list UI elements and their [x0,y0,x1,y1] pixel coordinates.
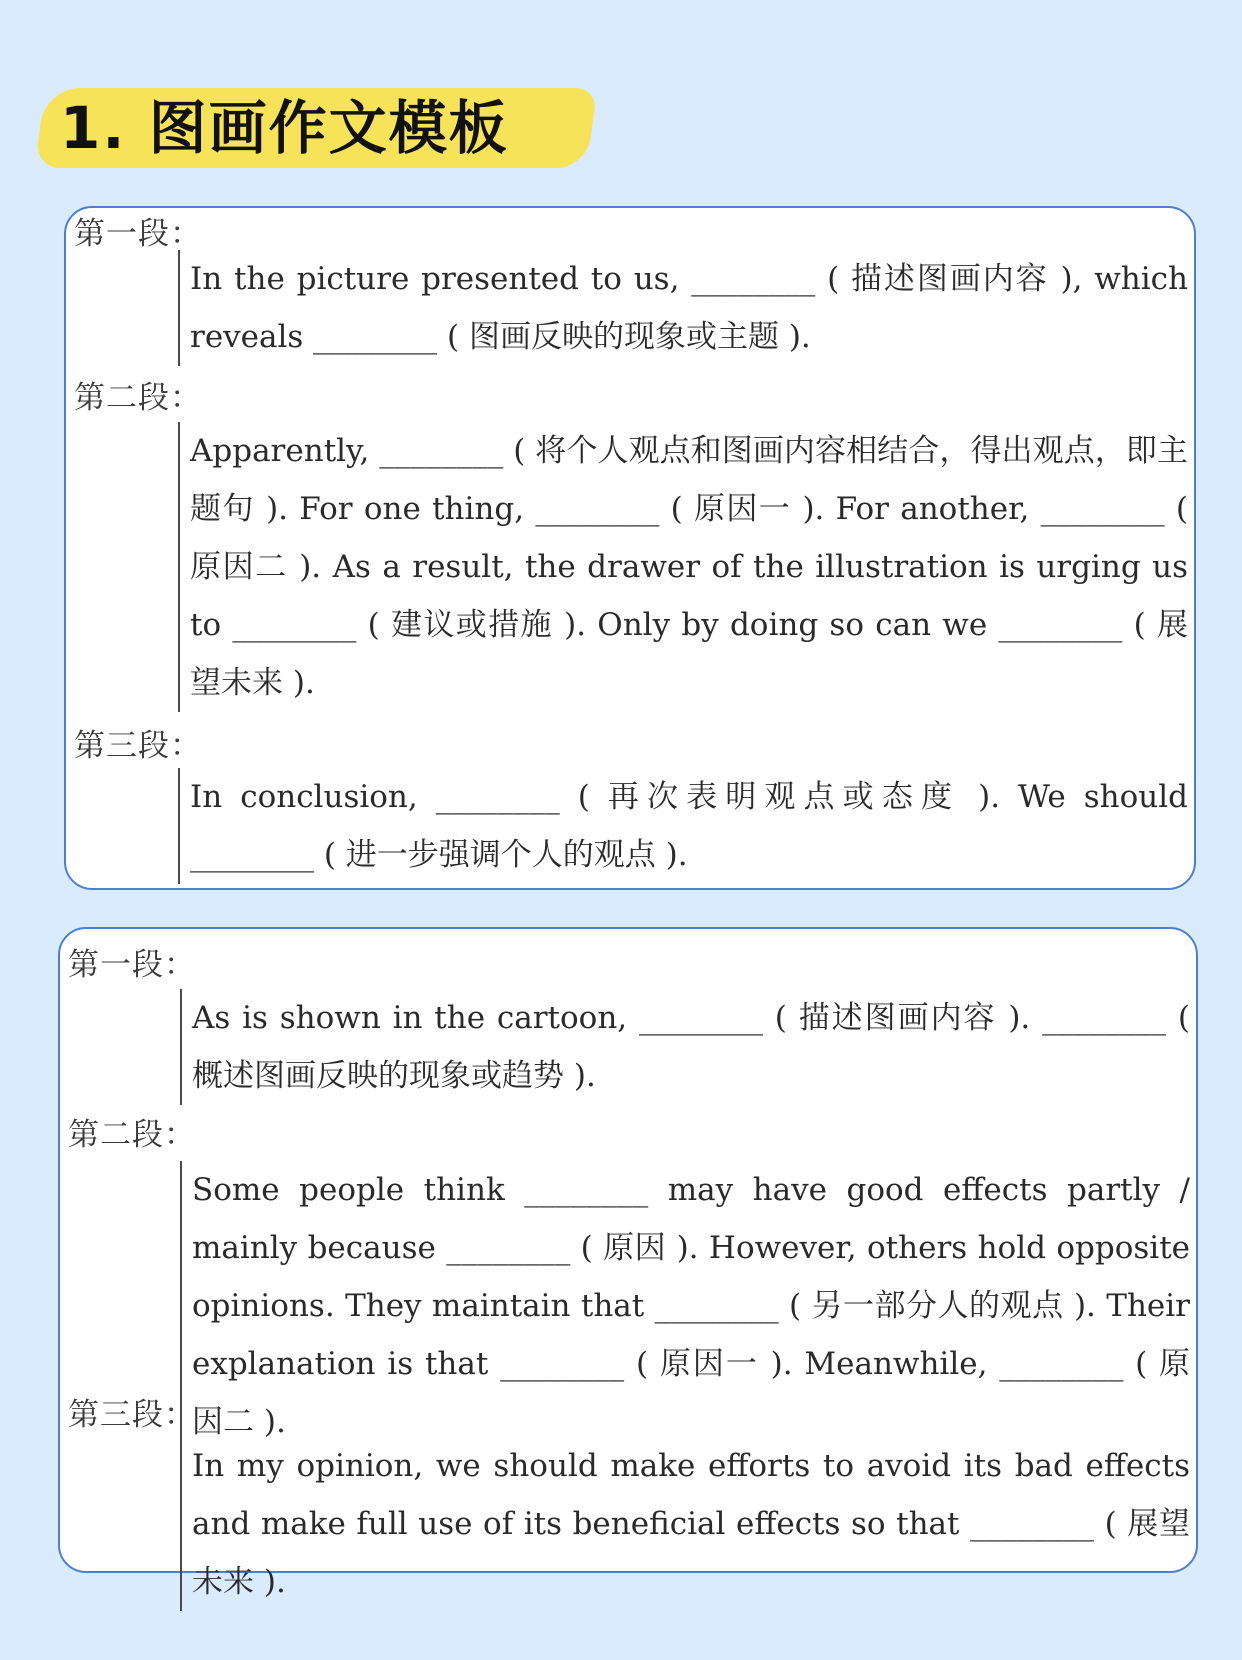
paragraph-2-label: 第二段： [68,1117,196,1153]
template-card-2 [58,927,1198,1600]
paragraph-2-text: Apparently, ________ ( 将个人观点和图画内容相结合，得出观点，即主题句 ). For one thing, ________ ( 原因一 ). For another, ________ ( 原因二 ). As a result, the drawer of the illustration is urging us to ________ ( 建议或措施 ). Only by doing so can we ________ ( 展望未来 ). [178,422,1188,712]
title-banner [40,88,592,168]
paragraph-3-label: 第三段： [68,1397,196,1433]
template-card-1 [64,206,1196,890]
paragraph-1-label: 第一段： [74,216,202,252]
paragraph-2-label: 第二段： [74,380,202,416]
paragraph-3-text: In my opinion, we should make efforts to avoid its bad effects and make full use of its beneficial effects so that ________ ( 展望未来 ). [180,1437,1190,1611]
paragraph-1-text: In the picture presented to us, ________ ( 描述图画内容 ), which reveals ________ ( 图画反映的现象或主题 ). [178,250,1188,366]
paragraph-2-text: Some people think ________ may have good effects partly / mainly because ________ ( 原因 ). However, others hold opposite opinions. They maintain that ________ ( 另一部分人的观点 ). Their explanation is that ________ ( 原因一 ). Meanwhile, ________ ( 原因二 ). [180,1161,1190,1451]
paragraph-1-text: As is shown in the cartoon, ________ ( 描述图画内容 ). ________ ( 概述图画反映的现象或趋势 ). [180,989,1190,1105]
paragraph-1-label: 第一段： [68,947,196,983]
paragraph-3-text: In conclusion, ________ ( 再次表明观点或态度 ). We should ________ ( 进一步强调个人的观点 ). [178,768,1188,884]
page-title: 1. 图画作文模板 [60,94,509,162]
paragraph-3-label: 第三段： [74,728,202,764]
